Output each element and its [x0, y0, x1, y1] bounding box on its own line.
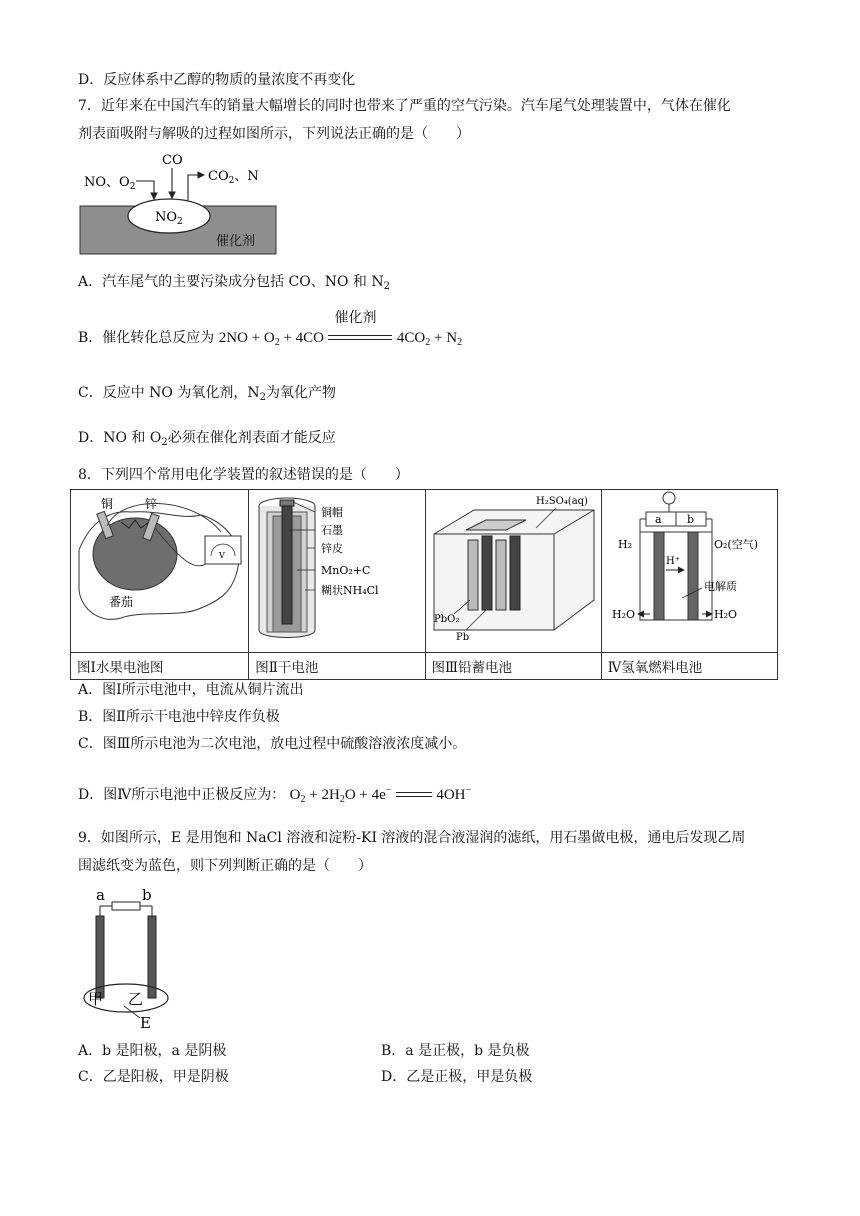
- q8-fig4-a-label: a: [654, 513, 662, 526]
- q8-fig2-label-4: 糊状NH₄Cl: [321, 584, 379, 597]
- q9-fig-a-label: a: [96, 886, 105, 904]
- q8-fig4-h2o-right-label: H₂O: [713, 608, 737, 621]
- q8-caption-3: 图Ⅲ铅蓄电池: [425, 653, 601, 680]
- q8-option-b: B．图Ⅱ所示干电池中锌皮作负极: [78, 709, 280, 725]
- q8-fig4-h2-label: H₂: [617, 538, 632, 551]
- q9-option-c: C．乙是阳极，甲是阴极: [78, 1069, 229, 1085]
- q7-condition-label: 催化剂: [334, 310, 377, 326]
- q8-fig1-zn-label: 锌: [145, 497, 158, 511]
- q9-option-d: D．乙是正极，甲是负极: [381, 1069, 533, 1085]
- q7-fig-catalyst-label: 催化剂: [216, 234, 256, 249]
- q7-fig-center-label: $NO_2$: [155, 210, 183, 227]
- q8-fig3-pbo2-label: PbO₂: [433, 614, 459, 625]
- q8-caption-4: Ⅳ氢氧燃料电池: [601, 653, 777, 680]
- q6-option-d: D．反应体系中乙醇的物质的量浓度不再变化: [78, 72, 356, 88]
- q7-catalyst-diagram: [78, 150, 288, 258]
- q8-fig1-tomato-label: 番茄: [109, 595, 134, 609]
- q8-fig4-electrolyte-label: 电解质: [703, 580, 737, 593]
- q9-option-a: A．b 是阳极，a 是阴极: [78, 1043, 227, 1059]
- q8-fig4-fuel-cell: [602, 490, 776, 648]
- q7-option-c: C．反应中 NO 为氧化剂，$N_2$为氧化产物: [78, 385, 336, 403]
- q9-fig-yi-label: 乙: [128, 990, 144, 1008]
- q7-option-b: B．催化转化总反应为 $2NO + O_2 + 4CO$ 催化剂 $4CO_2 + N_2$: [78, 310, 463, 348]
- q8-fig2-dry-cell: [249, 490, 423, 648]
- q8-option-a: A．图Ⅰ所示电池中，电流从铜片流出: [78, 682, 304, 698]
- q8-caption-2: 图Ⅱ干电池: [249, 653, 425, 680]
- q8-fig1-meter-label: V: [219, 551, 225, 560]
- q8-fig2-label-0: 铜帽: [321, 506, 344, 519]
- q8-fig2-label-3: MnO₂+C: [321, 564, 371, 577]
- q8-caption-1: 图Ⅰ水果电池图: [71, 653, 249, 680]
- q9-fig-e-label: E: [140, 1014, 151, 1032]
- q7-fig-input-left: NO、$O_2$: [84, 175, 136, 192]
- q7-option-a: A．汽车尾气的主要污染成分包括 CO、NO 和 $N_2$: [78, 274, 391, 292]
- q8-stem: 8．下列四个常用电化学装置的叙述错误的是（ ）: [78, 467, 409, 483]
- q8-fig2-label-2: 锌皮: [321, 542, 344, 555]
- q7-stem-line2: 剂表面吸附与解吸的过程如图所示，下列说法正确的是（ ）: [78, 126, 470, 142]
- q8-option-d: D．图Ⅳ所示电池中正极反应为： $O_2 + 2H_2O + 4e^-$ 4OH−: [78, 785, 472, 805]
- q9-option-b: B．a 是正极，b 是负极: [381, 1043, 530, 1059]
- q7-fig-co-label: CO: [162, 153, 183, 168]
- q7-fig-output-label: $CO_2$、N: [208, 169, 259, 186]
- q9-stem-line2: 围滤纸变为蓝色，则下列判断正确的是（ ）: [78, 858, 372, 874]
- q9-fig-jia-label: 甲: [88, 990, 104, 1008]
- q8-figure-table: [70, 489, 778, 680]
- q7-option-d: D．NO 和 $O_2$必须在催化剂表面才能反应: [78, 430, 336, 448]
- q8-option-c: C．图Ⅲ所示电池为二次电池，放电过程中硫酸溶液浓度减小。: [78, 736, 467, 752]
- q9-electrolysis-diagram: [78, 884, 188, 1034]
- q8-fig3-acid-label: H₂SO₄(aq): [535, 496, 588, 507]
- q8-fig3-pb-label: Pb: [455, 632, 469, 643]
- q7-stem-line1: 7．近年来在中国汽车的销量大幅增长的同时也带来了严重的空气污染。汽车尾气处理装置中，气体在催化: [78, 98, 731, 114]
- q9-stem-line1: 9．如图所示，E 是用饱和 NaCl 溶液和淀粉-KI 溶液的混合液湿润的滤纸，用石墨做电极，通电后发现乙周: [78, 830, 746, 846]
- q8-fig4-h2o-left-label: H₂O: [611, 608, 635, 621]
- q8-fig1-cu-label: 铜: [101, 497, 114, 511]
- q8-fig4-b-label: b: [686, 513, 694, 526]
- q9-fig-b-label: b: [142, 886, 152, 904]
- q8-fig4-hplus-label: H⁺: [665, 556, 680, 567]
- q8-fig2-label-1: 石墨: [321, 524, 344, 537]
- q8-fig4-o2-label: O₂(空气): [713, 538, 758, 551]
- q8-fig1-fruit-battery: [71, 490, 247, 648]
- q8-fig3-lead-acid: [426, 490, 600, 648]
